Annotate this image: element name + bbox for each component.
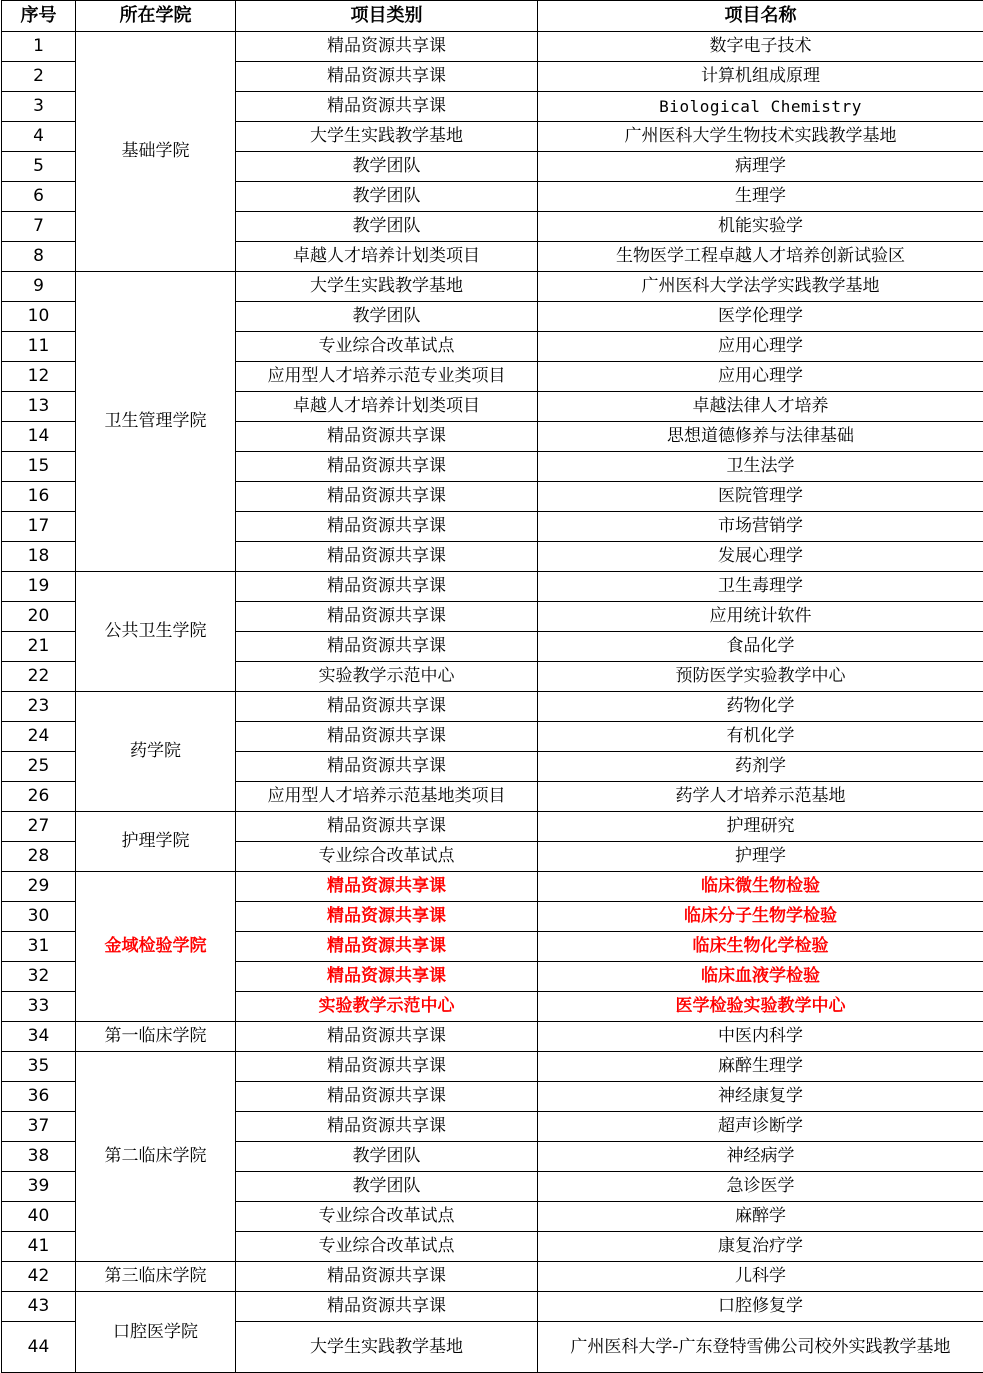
- college-cell: 基础学院: [76, 32, 236, 272]
- serial-number-cell: 29: [2, 872, 76, 902]
- category-cell: 教学团队: [236, 182, 538, 212]
- category-cell: 教学团队: [236, 1142, 538, 1172]
- category-cell: 精品资源共享课: [236, 1112, 538, 1142]
- category-cell: 应用型人才培养示范专业类项目: [236, 362, 538, 392]
- category-cell: 教学团队: [236, 212, 538, 242]
- project-name-cell: 发展心理学: [538, 542, 983, 572]
- serial-number-cell: 36: [2, 1082, 76, 1112]
- project-name-cell: 医院管理学: [538, 482, 983, 512]
- category-cell: 专业综合改革试点: [236, 1232, 538, 1262]
- project-name-cell: 机能实验学: [538, 212, 983, 242]
- project-name-cell: 卫生毒理学: [538, 572, 983, 602]
- serial-number-cell: 1: [2, 32, 76, 62]
- project-name-cell: 临床生物化学检验: [538, 932, 983, 962]
- serial-number-cell: 26: [2, 782, 76, 812]
- project-name-cell: 广州医科大学-广东登特雪佛公司校外实践教学基地: [538, 1322, 983, 1373]
- table-row: [2, 1022, 983, 1052]
- project-name-cell: 食品化学: [538, 632, 983, 662]
- college-cell: 第二临床学院: [76, 1052, 236, 1262]
- table-body: [2, 32, 983, 1373]
- category-cell: 精品资源共享课: [236, 692, 538, 722]
- project-name-cell: 数字电子技术: [538, 32, 983, 62]
- project-name-cell: 预防医学实验教学中心: [538, 662, 983, 692]
- serial-number-cell: 38: [2, 1142, 76, 1172]
- project-name-cell: 临床血液学检验: [538, 962, 983, 992]
- category-cell: 精品资源共享课: [236, 632, 538, 662]
- serial-number-cell: 44: [2, 1322, 76, 1373]
- project-name-cell: 口腔修复学: [538, 1292, 983, 1322]
- category-cell: 精品资源共享课: [236, 32, 538, 62]
- serial-number-cell: 21: [2, 632, 76, 662]
- project-name-cell: 儿科学: [538, 1262, 983, 1292]
- header-college: 所在学院: [76, 1, 236, 32]
- category-cell: 精品资源共享课: [236, 872, 538, 902]
- serial-number-cell: 17: [2, 512, 76, 542]
- serial-number-cell: 10: [2, 302, 76, 332]
- category-cell: 实验教学示范中心: [236, 662, 538, 692]
- serial-number-cell: 18: [2, 542, 76, 572]
- category-cell: 实验教学示范中心: [236, 992, 538, 1022]
- serial-number-cell: 25: [2, 752, 76, 782]
- project-name-cell: 生理学: [538, 182, 983, 212]
- category-cell: 精品资源共享课: [236, 752, 538, 782]
- serial-number-cell: 23: [2, 692, 76, 722]
- serial-number-cell: 7: [2, 212, 76, 242]
- college-cell: 药学院: [76, 692, 236, 812]
- table-row: [2, 272, 983, 302]
- table-row: [2, 812, 983, 842]
- project-name-cell: 生物医学工程卓越人才培养创新试验区: [538, 242, 983, 272]
- category-cell: 专业综合改革试点: [236, 842, 538, 872]
- category-cell: 精品资源共享课: [236, 1082, 538, 1112]
- serial-number-cell: 22: [2, 662, 76, 692]
- category-cell: 精品资源共享课: [236, 572, 538, 602]
- project-name-cell: 临床分子生物学检验: [538, 902, 983, 932]
- serial-number-cell: 2: [2, 62, 76, 92]
- category-cell: 教学团队: [236, 302, 538, 332]
- project-name-cell: 康复治疗学: [538, 1232, 983, 1262]
- category-cell: 精品资源共享课: [236, 422, 538, 452]
- serial-number-cell: 33: [2, 992, 76, 1022]
- category-cell: 精品资源共享课: [236, 812, 538, 842]
- table-row: [2, 692, 983, 722]
- project-name-cell: 药物化学: [538, 692, 983, 722]
- header-serial: 序号: [2, 1, 76, 32]
- project-name-cell: 广州医科大学法学实践教学基地: [538, 272, 983, 302]
- project-name-cell: 临床微生物检验: [538, 872, 983, 902]
- project-name-cell: 卓越法律人才培养: [538, 392, 983, 422]
- category-cell: 精品资源共享课: [236, 1052, 538, 1082]
- project-name-cell: Biological Chemistry: [538, 92, 983, 122]
- project-name-cell: 应用心理学: [538, 362, 983, 392]
- serial-number-cell: 5: [2, 152, 76, 182]
- project-name-cell: 药剂学: [538, 752, 983, 782]
- header-category: 项目类别: [236, 1, 538, 32]
- table-row: [2, 1292, 983, 1322]
- project-name-cell: 药学人才培养示范基地: [538, 782, 983, 812]
- project-name-cell: 医学伦理学: [538, 302, 983, 332]
- serial-number-cell: 42: [2, 1262, 76, 1292]
- category-cell: 精品资源共享课: [236, 962, 538, 992]
- college-cell: 口腔医学院: [76, 1292, 236, 1373]
- serial-number-cell: 8: [2, 242, 76, 272]
- serial-number-cell: 11: [2, 332, 76, 362]
- table-row: [2, 872, 983, 902]
- category-cell: 专业综合改革试点: [236, 1202, 538, 1232]
- college-cell: 护理学院: [76, 812, 236, 872]
- project-name-cell: 麻醉生理学: [538, 1052, 983, 1082]
- category-cell: 教学团队: [236, 1172, 538, 1202]
- serial-number-cell: 28: [2, 842, 76, 872]
- header-project-name: 项目名称: [538, 1, 983, 32]
- project-name-cell: 病理学: [538, 152, 983, 182]
- college-cell: 卫生管理学院: [76, 272, 236, 572]
- project-name-cell: 护理研究: [538, 812, 983, 842]
- serial-number-cell: 32: [2, 962, 76, 992]
- table-row: [2, 32, 983, 62]
- serial-number-cell: 16: [2, 482, 76, 512]
- category-cell: 卓越人才培养计划类项目: [236, 392, 538, 422]
- category-cell: 精品资源共享课: [236, 722, 538, 752]
- project-name-cell: 急诊医学: [538, 1172, 983, 1202]
- college-cell: 第一临床学院: [76, 1022, 236, 1052]
- category-cell: 专业综合改革试点: [236, 332, 538, 362]
- table-row: [2, 1052, 983, 1082]
- project-name-cell: 神经病学: [538, 1142, 983, 1172]
- category-cell: 精品资源共享课: [236, 62, 538, 92]
- table-row: [2, 1262, 983, 1292]
- project-name-cell: 神经康复学: [538, 1082, 983, 1112]
- serial-number-cell: 41: [2, 1232, 76, 1262]
- serial-number-cell: 30: [2, 902, 76, 932]
- project-table: [1, 0, 983, 1373]
- project-name-cell: 思想道德修养与法律基础: [538, 422, 983, 452]
- serial-number-cell: 6: [2, 182, 76, 212]
- serial-number-cell: 15: [2, 452, 76, 482]
- serial-number-cell: 35: [2, 1052, 76, 1082]
- project-name-cell: 有机化学: [538, 722, 983, 752]
- header-row: [2, 1, 983, 32]
- serial-number-cell: 14: [2, 422, 76, 452]
- category-cell: 精品资源共享课: [236, 482, 538, 512]
- project-name-cell: 应用统计软件: [538, 602, 983, 632]
- category-cell: 大学生实践教学基地: [236, 122, 538, 152]
- project-name-cell: 计算机组成原理: [538, 62, 983, 92]
- serial-number-cell: 31: [2, 932, 76, 962]
- serial-number-cell: 27: [2, 812, 76, 842]
- category-cell: 精品资源共享课: [236, 932, 538, 962]
- project-name-cell: 医学检验实验教学中心: [538, 992, 983, 1022]
- project-name-cell: 广州医科大学生物技术实践教学基地: [538, 122, 983, 152]
- serial-number-cell: 20: [2, 602, 76, 632]
- category-cell: 卓越人才培养计划类项目: [236, 242, 538, 272]
- serial-number-cell: 4: [2, 122, 76, 152]
- category-cell: 精品资源共享课: [236, 92, 538, 122]
- project-name-cell: 卫生法学: [538, 452, 983, 482]
- category-cell: 精品资源共享课: [236, 1292, 538, 1322]
- serial-number-cell: 12: [2, 362, 76, 392]
- serial-number-cell: 40: [2, 1202, 76, 1232]
- project-name-cell: 应用心理学: [538, 332, 983, 362]
- category-cell: 精品资源共享课: [236, 1262, 538, 1292]
- serial-number-cell: 39: [2, 1172, 76, 1202]
- category-cell: 大学生实践教学基地: [236, 272, 538, 302]
- category-cell: 精品资源共享课: [236, 542, 538, 572]
- category-cell: 精品资源共享课: [236, 1022, 538, 1052]
- table-row: [2, 572, 983, 602]
- category-cell: 应用型人才培养示范基地类项目: [236, 782, 538, 812]
- project-name-cell: 超声诊断学: [538, 1112, 983, 1142]
- serial-number-cell: 13: [2, 392, 76, 422]
- serial-number-cell: 9: [2, 272, 76, 302]
- category-cell: 精品资源共享课: [236, 602, 538, 632]
- college-cell: 第三临床学院: [76, 1262, 236, 1292]
- serial-number-cell: 43: [2, 1292, 76, 1322]
- project-name-cell: 麻醉学: [538, 1202, 983, 1232]
- project-name-cell: 护理学: [538, 842, 983, 872]
- category-cell: 教学团队: [236, 152, 538, 182]
- category-cell: 精品资源共享课: [236, 452, 538, 482]
- serial-number-cell: 24: [2, 722, 76, 752]
- college-cell: 金域检验学院: [76, 872, 236, 1022]
- project-name-cell: 中医内科学: [538, 1022, 983, 1052]
- serial-number-cell: 3: [2, 92, 76, 122]
- college-cell: 公共卫生学院: [76, 572, 236, 692]
- serial-number-cell: 34: [2, 1022, 76, 1052]
- category-cell: 精品资源共享课: [236, 902, 538, 932]
- serial-number-cell: 37: [2, 1112, 76, 1142]
- category-cell: 大学生实践教学基地: [236, 1322, 538, 1373]
- serial-number-cell: 19: [2, 572, 76, 602]
- project-name-cell: 市场营销学: [538, 512, 983, 542]
- category-cell: 精品资源共享课: [236, 512, 538, 542]
